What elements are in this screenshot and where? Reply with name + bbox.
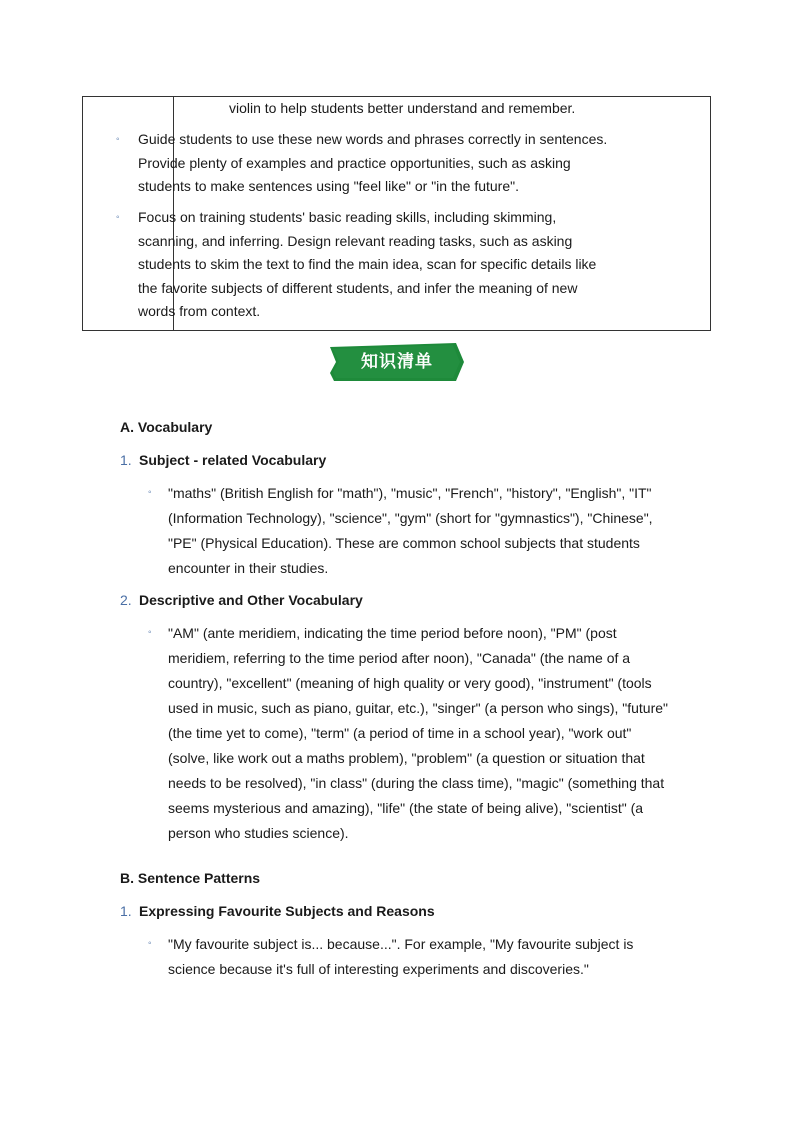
list-number: 1. xyxy=(120,452,132,468)
list-number: 1. xyxy=(120,903,132,919)
bullet-icon: ◦ xyxy=(148,938,152,949)
table-continuation-text: violin to help students better understand and remember. xyxy=(229,100,576,116)
bullet-icon: ◦ xyxy=(116,134,120,145)
section-banner xyxy=(330,343,464,381)
bullet-icon: ◦ xyxy=(148,487,152,498)
section-heading-patterns: B. Sentence Patterns xyxy=(120,870,261,886)
bullet-icon: ◦ xyxy=(148,627,152,638)
subsection-heading: Descriptive and Other Vocabulary xyxy=(139,592,363,608)
list-number: 2. xyxy=(120,592,132,608)
vocabulary-paragraph: "AM" (ante meridiem, indicating the time period before noon), "PM" (post meridiem, referring to the time period after noon), "Canada" (the name of a country), "excellent" (meaning of high quality or very good), "instrument" (tools used in music, such as piano, guitar, etc.), "singer" (a person who sings), "future" (the time yet to come), "term" (a period of time in a school year), "work out" (solve, like work out a maths problem), "problem" (a question or situation that needs to be resolved), "in class" (during the class time), "magic" (something that seems mysterious and amazing), "life" (the state of being alive), "scientist" (a person who studies science). xyxy=(168,625,669,841)
subsection-heading: Expressing Favourite Subjects and Reasons xyxy=(139,903,435,919)
vocabulary-paragraph: "maths" (British English for "math"), "music", "French", "history", "English", "IT" (Information Technology), "science", "gym" (short for "gymnastics"), "Chinese", "PE" (Physical Education). These are common school subjects that students encounter in their studies. xyxy=(168,485,653,576)
table-bullet-text: Guide students to use these new words and phrases correctly in sentences. Provide plenty of examples and practice opportunities, such as asking students to make sentences using "feel like" or "in the future". xyxy=(138,131,608,194)
section-heading-vocabulary: A. Vocabulary xyxy=(120,419,213,435)
subsection-heading: Subject - related Vocabulary xyxy=(139,452,327,468)
lesson-plan-table xyxy=(82,96,711,331)
bullet-icon: ◦ xyxy=(116,212,120,223)
pattern-paragraph: "My favourite subject is... because...". For example, "My favourite subject is science because it's full of interesting experiments and discoveries." xyxy=(168,936,634,977)
table-bullet-text: Focus on training students' basic reading skills, including skimming, scanning, and inferring. Design relevant reading tasks, such as asking students to skim the text to find the main idea, scan for specific details like the favorite subjects of different students, and infer the meaning of new words from context. xyxy=(138,209,597,319)
banner-label: 知识清单 xyxy=(361,352,433,372)
